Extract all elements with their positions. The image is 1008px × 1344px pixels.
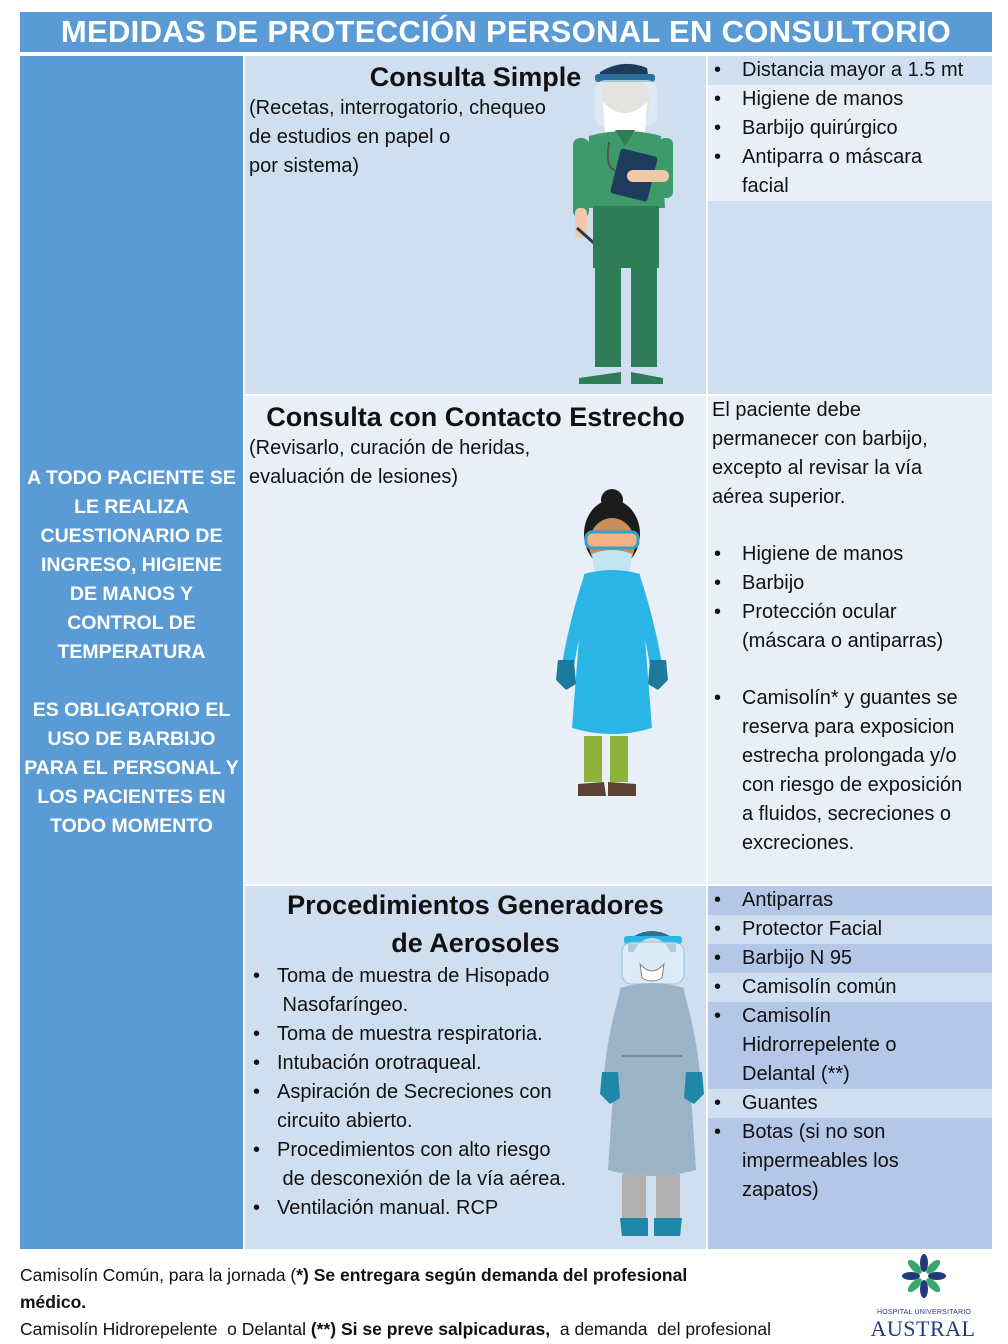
general-instructions-panel — [20, 56, 243, 1249]
consulta-contacto-measures — [708, 396, 992, 884]
list-item: • Distancia mayor a 1.5 mt — [708, 56, 992, 85]
consulta-simple-title: Consulta Simple — [369, 62, 582, 92]
doctor-faceshield-icon — [565, 58, 675, 388]
list-item: • Toma de muestra de Hisopado Nasofaríngeo. — [253, 965, 550, 1016]
consulta-contacto-title: Consulta con Contacto Estrecho — [266, 402, 685, 432]
list-item: • Aspiración de Secreciones con circuito abierto. — [253, 1081, 552, 1132]
footnote-1: Camisolín Común, para la jornada (*) Se entregara según demanda del profesional — [20, 1265, 688, 1285]
empty-row — [708, 201, 992, 394]
list-item: • Protección ocular (máscara o antiparras) — [714, 601, 944, 652]
footnote-2: Camisolín Hidrorepelente o Delantal (**) Si se preve salpicaduras, a demanda del profesional — [20, 1319, 771, 1339]
logo-caption: HOSPITAL UNIVERSITARIO — [876, 1309, 972, 1316]
list-item: • Intubación orotraqueal. — [253, 1052, 482, 1074]
list-item: • Procedimientos con alto riesgo de desconexión de la vía aérea. — [253, 1139, 567, 1190]
consulta-simple-measures — [708, 56, 992, 394]
list-item: • Guantes — [708, 1089, 992, 1118]
worker-full-ppe-icon — [598, 922, 710, 1242]
mask-mandatory-note: ES OBLIGATORIO EL USO DE BARBIJO PARA EL PERSONAL Y LOS PACIENTES EN TODO MOMENTO — [24, 699, 239, 837]
list-item: • Barbijo quirúrgico — [708, 114, 992, 143]
list-item: • Camisolín* y guantes se reserva para exposicion estrecha prolongada y/o con riesgo de exposición a fluidos, secreciones o excreciones. — [714, 687, 963, 854]
patient-screening-note: A TODO PACIENTE SE LE REALIZA CUESTIONARIO DE INGRESO, HIGIENE DE MANOS Y CONTROL DE TEMPERATURA — [27, 467, 236, 663]
footnotes — [20, 1262, 850, 1343]
list-item: • Camisolín Hidrorrepelente o Delantal (**) — [708, 1002, 992, 1089]
patient-mask-note: El paciente debe permanecer con barbijo, excepto al revisar la vía aérea superior. — [712, 399, 928, 508]
list-item: • Higiene de manos — [714, 543, 904, 565]
list-item: • Camisolín común — [708, 973, 992, 1002]
consulta-contacto-description: (Revisarlo, curación de heridas, evaluación de lesiones) — [249, 437, 531, 488]
page-title: MEDIDAS DE PROTECCIÓN PERSONAL EN CONSULTORIO — [20, 12, 992, 52]
list-item: • Antiparras — [708, 886, 992, 915]
list-item: • Higiene de manos — [708, 85, 992, 114]
nurse-goggles-icon — [548, 488, 678, 804]
consulta-simple-description: (Recetas, interrogatorio, chequeo de estudios en papel o por sistema) — [249, 97, 546, 177]
logo-name: AUSTRAL — [870, 1316, 976, 1341]
aerosoles-title: Procedimientos Generadores de Aerosoles — [287, 890, 664, 958]
list-item: • Barbijo N 95 — [708, 944, 992, 973]
list-item: • Toma de muestra respiratoria. — [253, 1023, 543, 1045]
list-item: • Ventilación manual. RCP — [253, 1197, 499, 1219]
footnote-1-cont: médico. — [20, 1292, 87, 1312]
list-item: • Antiparra o máscara facial — [708, 143, 992, 201]
list-item: • Protector Facial — [708, 915, 992, 944]
list-item: • Botas (si no son impermeables los zapatos) — [708, 1118, 992, 1249]
aerosoles-measures — [708, 886, 992, 1249]
list-item: • Barbijo — [714, 572, 805, 594]
